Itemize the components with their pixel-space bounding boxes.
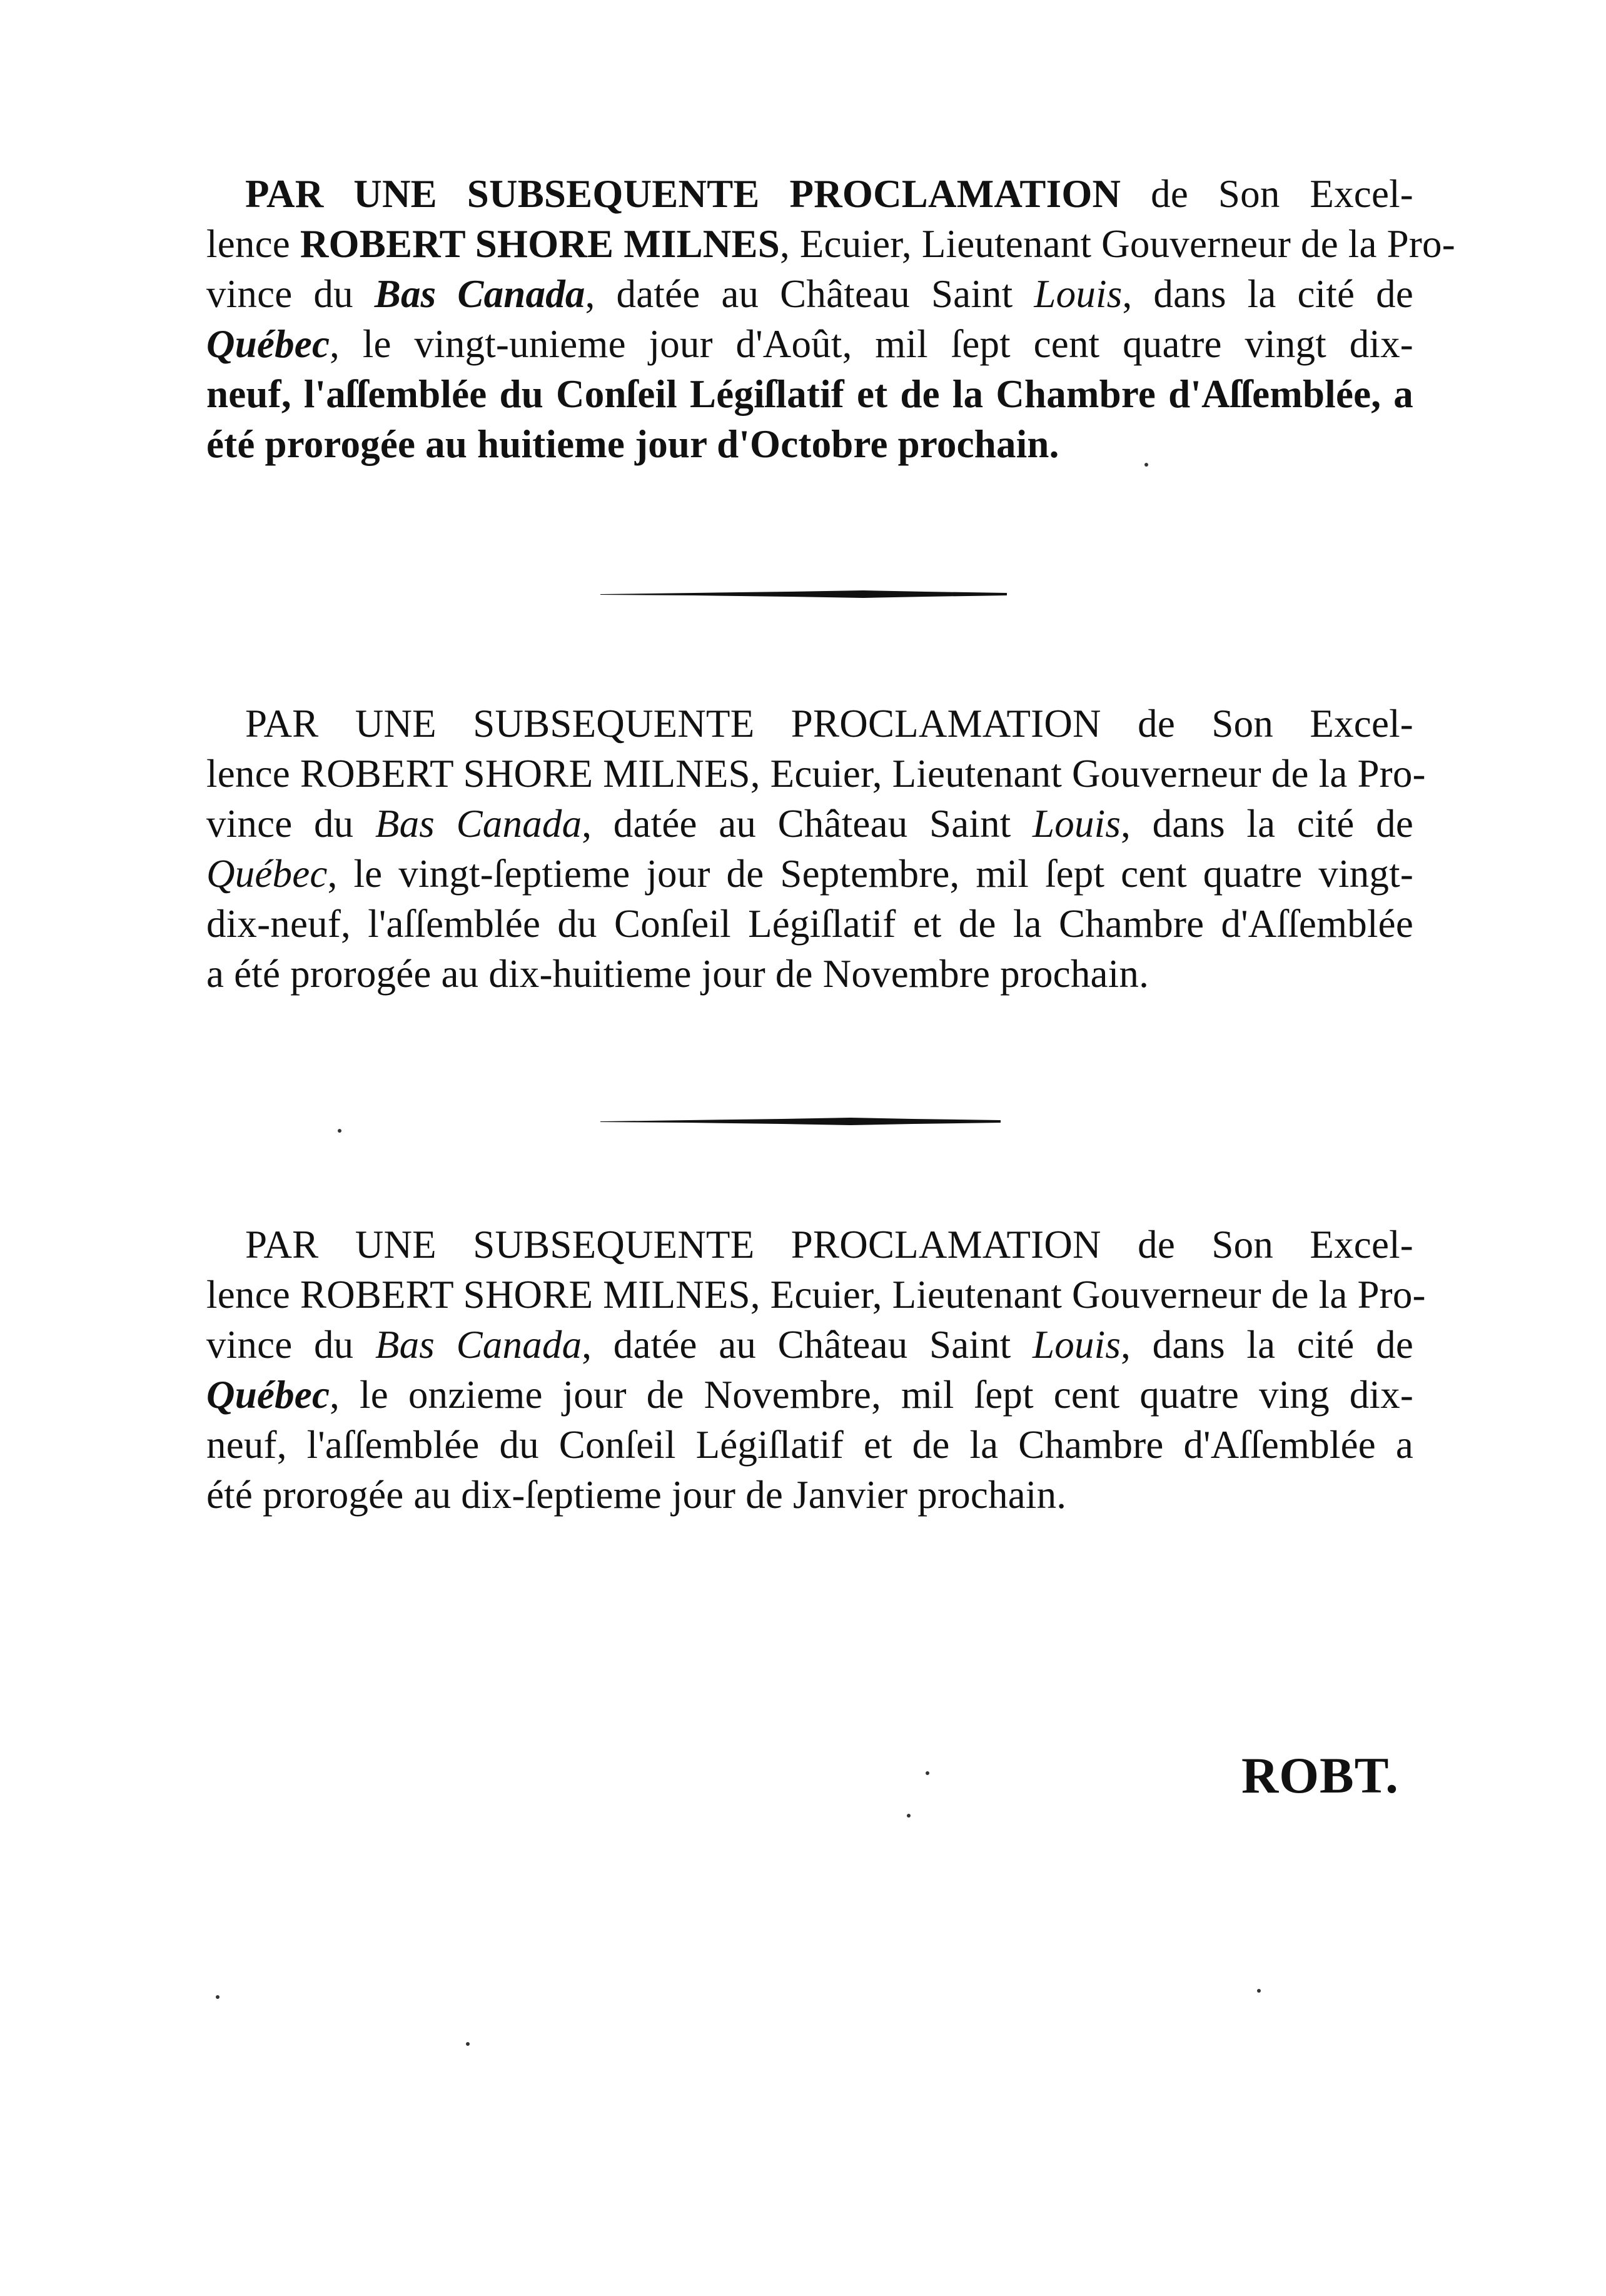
- place-name: Bas Canada: [374, 272, 585, 316]
- place-name: Louis: [1034, 272, 1123, 316]
- line: [206, 899, 1413, 949]
- text-run: lence: [206, 752, 300, 796]
- proclamation-1: [206, 169, 1455, 469]
- line: [206, 1420, 1413, 1470]
- place-name: Louis: [1033, 1323, 1121, 1367]
- place-name: Louis: [1033, 802, 1121, 846]
- text-run: dix-neuf, l'aſſemblée du Conſeil Légiſlatif et de la Chambre d'Aſſemblée: [206, 902, 1413, 946]
- text-run: , datée au Château Saint: [585, 272, 1034, 316]
- proclamation-3: [206, 1220, 1426, 1520]
- text-run: , datée au Château Saint: [582, 802, 1033, 846]
- text-run: vince du: [206, 272, 375, 316]
- ink-speck: [1144, 463, 1148, 467]
- text-run: , Ecuier, Lieutenant Gouverneur de la Pro-: [750, 1273, 1426, 1317]
- line: [206, 1320, 1413, 1370]
- ink-speck: [926, 1771, 929, 1775]
- text-run: vince du: [206, 802, 375, 846]
- ink-speck: [907, 1814, 911, 1818]
- text-run: de Son Excel-: [1101, 1223, 1413, 1267]
- catchword: ROBT.: [1241, 1747, 1399, 1804]
- place-name: Québec: [206, 322, 330, 366]
- place-name: Bas Canada: [375, 1323, 582, 1367]
- governor-name: ROBERT SHORE MILNES: [300, 752, 750, 796]
- text-run: , le onzieme jour de Novembre, mil ſept cent quatre ving dix-: [330, 1373, 1413, 1417]
- ink-speck: [216, 1995, 220, 1999]
- line: [206, 419, 1413, 469]
- text-run: , Ecuier, Lieutenant Gouverneur de la Pro-: [779, 222, 1455, 266]
- text-run: lence: [206, 1273, 300, 1317]
- proclamation-heading: PAR UNE SUBSEQUENTE PROCLAMATION: [245, 172, 1121, 216]
- line: [206, 1270, 1426, 1320]
- text-run: a été prorogée au dix-huitieme jour de Novembre prochain.: [206, 952, 1149, 996]
- line: [206, 1370, 1413, 1420]
- text-run: , le vingt-unieme jour d'Août, mil ſept cent quatre vingt dix-: [330, 322, 1413, 366]
- line: [206, 799, 1413, 849]
- text-run: lence: [206, 222, 300, 266]
- ornamental-rule: [600, 585, 1007, 604]
- line: [206, 699, 1413, 749]
- ink-speck: [466, 2042, 470, 2046]
- line: [206, 1220, 1413, 1270]
- text-run: vince du: [206, 1323, 375, 1367]
- line: [206, 169, 1413, 219]
- text-run: été prorogée au dix-ſeptieme jour de Janvier prochain.: [206, 1473, 1067, 1517]
- text-run: , Ecuier, Lieutenant Gouverneur de la Pro-: [750, 752, 1426, 796]
- line: [206, 1470, 1413, 1520]
- text-run: , le vingt-ſeptieme jour de Septembre, mil ſept cent quatre vingt-: [327, 852, 1413, 896]
- text-run: de Son Excel-: [1101, 702, 1413, 746]
- place-name: Québec: [206, 852, 328, 896]
- line: [206, 949, 1413, 999]
- line: [206, 319, 1413, 369]
- line: [206, 369, 1413, 419]
- proclamation-2: [206, 699, 1426, 999]
- text-run: de Son Excel-: [1121, 172, 1413, 216]
- ornamental-rule: [600, 1112, 1001, 1131]
- text-run: été prorogée au huitieme jour d'Octobre prochain.: [206, 422, 1059, 466]
- text-run: , dans la cité de: [1122, 272, 1413, 316]
- proclamation-heading: PAR UNE SUBSEQUENTE PROCLAMATION: [245, 1223, 1101, 1267]
- place-name: Québec: [206, 1373, 330, 1417]
- governor-name: ROBERT SHORE MILNES: [300, 222, 780, 266]
- ink-speck: [1257, 1989, 1261, 1993]
- place-name: Bas Canada: [375, 802, 582, 846]
- line: [206, 849, 1413, 899]
- line: [206, 269, 1413, 319]
- text-run: , dans la cité de: [1121, 802, 1413, 846]
- line: [206, 219, 1455, 269]
- governor-name: ROBERT SHORE MILNES: [300, 1273, 750, 1317]
- text-run: neuf, l'aſſemblée du Conſeil Légiſlatif et de la Chambre d'Aſſemblée, a: [206, 372, 1413, 416]
- proclamation-heading: PAR UNE SUBSEQUENTE PROCLAMATION: [245, 702, 1101, 746]
- line: [206, 749, 1426, 799]
- ink-speck: [338, 1129, 341, 1133]
- text-run: neuf, l'aſſemblée du Conſeil Légiſlatif et de la Chambre d'Aſſemblée a: [206, 1423, 1413, 1467]
- text-run: , dans la cité de: [1121, 1323, 1413, 1367]
- text-run: , datée au Château Saint: [582, 1323, 1033, 1367]
